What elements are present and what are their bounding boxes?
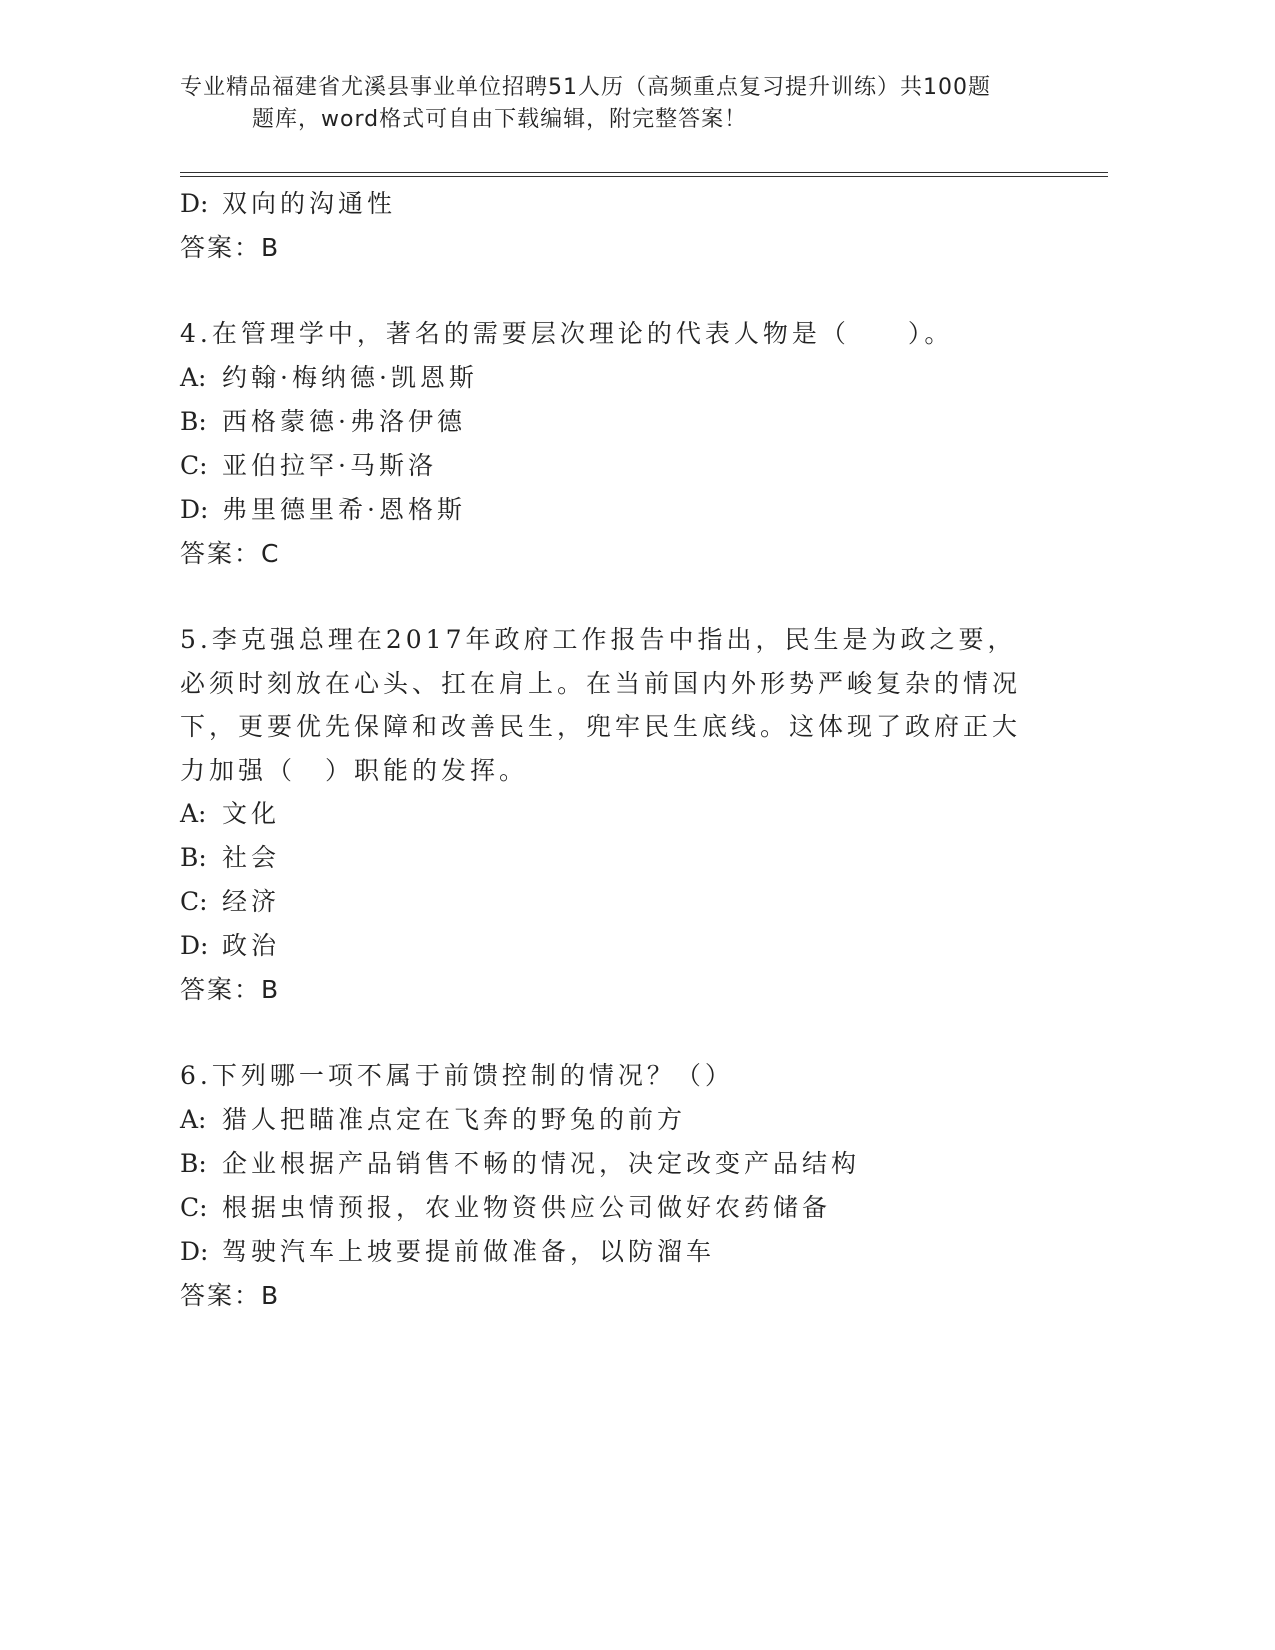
option-letter: B: [180, 1149, 207, 1178]
option-d [180, 924, 1040, 968]
document-body [180, 182, 1040, 1318]
option-letter: C: [180, 887, 208, 916]
option-c [180, 444, 1040, 488]
option-b [180, 836, 1040, 880]
option-text: 政治 [222, 931, 281, 960]
option-b [180, 1142, 1040, 1186]
header-title-line2: 题库，word格式可自由下载编辑，附完整答案！ [252, 107, 748, 132]
question-4 [180, 312, 1040, 576]
option-d [180, 182, 1040, 226]
option-a [180, 1098, 1040, 1142]
option-letter: B: [180, 407, 207, 436]
option-letter: D: [180, 495, 209, 524]
option-text: 根据虫情预报，农业物资供应公司做好农药储备 [222, 1193, 832, 1222]
question-text: 6.下列哪一项不属于前馈控制的情况？（） [180, 1061, 734, 1090]
answer: 答案：B [180, 1281, 281, 1310]
option-letter: A: [180, 1105, 207, 1134]
option-text: 驾驶汽车上坡要提前做准备，以防溜车 [222, 1237, 716, 1266]
option-letter: D: [180, 931, 209, 960]
option-letter: A: [180, 363, 207, 392]
option-text: 亚伯拉罕·马斯洛 [222, 451, 437, 480]
option-b [180, 400, 1040, 444]
question-5 [180, 618, 1040, 1012]
option-a [180, 792, 1040, 836]
option-text: 文化 [222, 799, 281, 828]
option-letter: C: [180, 451, 208, 480]
option-letter: A: [180, 799, 207, 828]
option-letter: D: [180, 1237, 209, 1266]
question-3-tail [180, 182, 1040, 270]
page-header [180, 72, 1050, 136]
header-title-line1: 专业精品福建省尤溪县事业单位招聘51人历（高频重点复习提升训练）共100题 [180, 75, 991, 100]
option-text: 西格蒙德·弗洛伊德 [222, 407, 466, 436]
option-text: 社会 [222, 843, 281, 872]
option-text: 企业根据产品销售不畅的情况，决定改变产品结构 [222, 1149, 861, 1178]
option-text: 约翰·梅纳德·凯恩斯 [222, 363, 478, 392]
answer: 答案：B [180, 975, 281, 1004]
option-letter: C: [180, 1193, 208, 1222]
option-text: 经济 [222, 887, 281, 916]
answer: 答案：B [180, 233, 281, 262]
option-text: 弗里德里希·恩格斯 [222, 495, 466, 524]
option-d [180, 488, 1040, 532]
question-text: 5.李克强总理在2017年政府工作报告中指出，民生是为政之要，必须时刻放在心头、扛在肩上。在当前国内外形势严峻复杂的情况下，更要优先保障和改善民生，兜牢民生底线。这体现了政府正大力加强（ ）职能的发挥。 [180, 625, 1022, 785]
option-c [180, 880, 1040, 924]
answer: 答案：C [180, 539, 281, 568]
header-divider [180, 172, 1108, 177]
option-letter: B: [180, 843, 207, 872]
question-6 [180, 1054, 1040, 1318]
question-text: 4.在管理学中，著名的需要层次理论的代表人物是（ ）。 [180, 319, 954, 348]
option-letter: D: [180, 189, 209, 218]
option-a [180, 356, 1040, 400]
option-d [180, 1230, 1040, 1274]
option-c [180, 1186, 1040, 1230]
option-text: 猎人把瞄准点定在飞奔的野兔的前方 [222, 1105, 687, 1134]
option-text: 双向的沟通性 [222, 189, 397, 218]
